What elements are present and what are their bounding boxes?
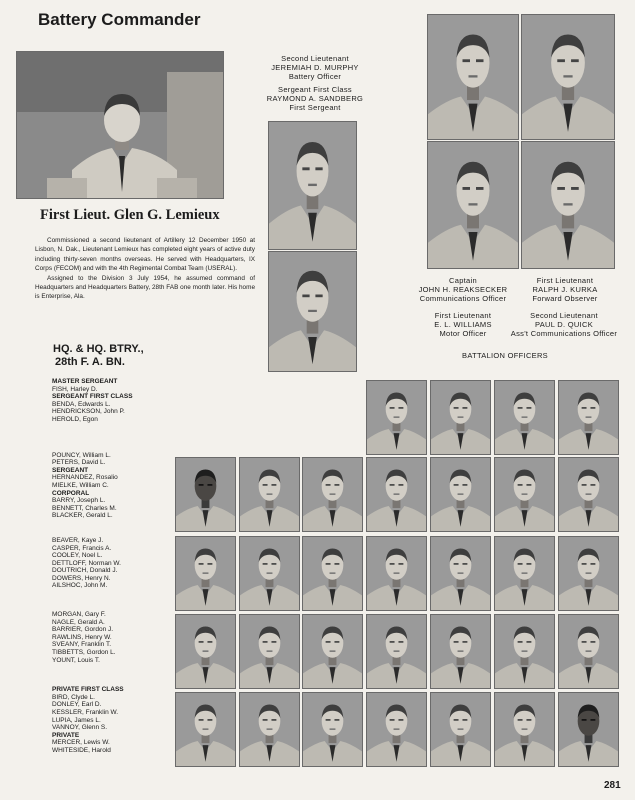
roster-name: HENDRICKSON, John P.: [52, 408, 125, 416]
officer-rank: Second Lieutenant: [530, 311, 598, 320]
roster-name: BENDA, Edwards L.: [52, 400, 111, 408]
staff-caption-2: [250, 85, 380, 112]
member-photo: [558, 614, 619, 689]
member-photo: [430, 536, 491, 611]
member-photo: [175, 457, 236, 532]
officer-caption-2: [505, 276, 625, 303]
member-photo: [302, 692, 363, 767]
officer-photo-reaksecker: [427, 14, 519, 140]
roster-name: BIRD, Clyde L.: [52, 693, 95, 701]
roster-header: CORPORAL: [52, 489, 90, 497]
roster-header: PRIVATE: [52, 731, 80, 739]
officer-role: Ass't Communications Officer: [510, 329, 618, 338]
officer-rank: First Lieutenant: [434, 311, 492, 320]
unit-line-1: HQ. & HQ. BTRY.,: [53, 343, 144, 355]
roster-name: DOWERS, Henry N.: [52, 574, 111, 582]
member-photo: [175, 692, 236, 767]
officer-photo-williams: [427, 141, 519, 269]
roster-name: HERNANDEZ, Rosalio: [52, 474, 118, 482]
page-title: Battery Commander: [38, 10, 201, 29]
member-photo: [239, 536, 300, 611]
member-photo: [239, 692, 300, 767]
member-photo: [239, 457, 300, 532]
member-photo: [302, 614, 363, 689]
staff-role: First Sergeant: [289, 103, 341, 112]
member-photo: [366, 692, 427, 767]
member-photo: [430, 380, 491, 455]
member-photo: [494, 536, 555, 611]
member-photo: [175, 536, 236, 611]
member-photo: [302, 457, 363, 532]
member-photo: [494, 380, 555, 455]
unit-line-2: 28th F. A. BN.: [55, 356, 125, 368]
roster-name: BARRIER, Gordon J.: [52, 626, 114, 634]
roster-name: TIBBETTS, Gordon L.: [52, 649, 116, 657]
commander-photo: [16, 51, 224, 199]
member-photo: [558, 380, 619, 455]
roster-name: CASPER, Francis A.: [52, 544, 112, 552]
member-photo: [558, 536, 619, 611]
roster-header: SERGEANT: [52, 466, 89, 474]
roster-name: POUNCY, William L.: [52, 451, 111, 459]
roster-name: BLACKER, Gerald L.: [52, 512, 113, 520]
member-photo: [239, 614, 300, 689]
roster-name: LUPIA, James L.: [52, 716, 101, 724]
member-photo: [430, 614, 491, 689]
roster-name: BENNETT, Charles M.: [52, 504, 117, 512]
officer-name: JOHN H. REAKSECKER: [418, 285, 508, 294]
officer-caption-4: [495, 311, 633, 338]
roster-name: MIELKE, William C.: [52, 481, 109, 489]
staff-photo-sandberg: [268, 251, 357, 372]
roster-name: BEAVER, Kaye J.: [52, 536, 104, 544]
member-photo: [558, 457, 619, 532]
roster-name: SVEANY, Franklin T.: [52, 641, 112, 649]
member-photo: [366, 536, 427, 611]
member-photo: [494, 692, 555, 767]
roster-name: DOUTRICH, Donald J.: [52, 567, 118, 575]
roster-name: DETTLOFF, Norman W.: [52, 559, 121, 567]
member-photo: [302, 536, 363, 611]
unit-heading: [53, 343, 144, 369]
roster-name: BARRY, Joseph L.: [52, 497, 106, 505]
member-photo: [430, 692, 491, 767]
member-photo: [175, 614, 236, 689]
roster: [52, 378, 170, 755]
roster-name: FISH, Harley D.: [52, 385, 98, 393]
staff-rank: Second Lieutenant: [281, 54, 349, 63]
roster-name: HEROLD, Egon: [52, 415, 98, 423]
member-photo: [430, 457, 491, 532]
officer-role: Motor Officer: [439, 329, 487, 338]
staff-name: RAYMOND A. SANDBERG: [266, 94, 364, 103]
roster-name: KESSLER, Franklin W.: [52, 709, 119, 716]
roster-name: AILSHOC, John M.: [52, 582, 108, 590]
commander-name: First Lieut. Glen G. Lemieux: [40, 207, 220, 223]
roster-name: RAWLINS, Henry W.: [52, 633, 112, 641]
member-photo: [494, 614, 555, 689]
page-number: 281: [604, 780, 621, 791]
staff-photo-murphy: [268, 121, 357, 250]
member-photo: [366, 457, 427, 532]
battalion-officers-label: BATTALION OFFICERS: [462, 351, 548, 360]
roster-name: MERCER, Lewis W.: [52, 739, 110, 747]
staff-name: JEREMIAH D. MURPHY: [271, 63, 359, 72]
officer-rank: First Lieutenant: [536, 276, 594, 285]
roster-name: PETERS, David L.: [52, 459, 106, 467]
officer-name: PAUL D. QUICK: [534, 320, 594, 329]
staff-rank: Sergeant First Class: [278, 85, 352, 94]
roster-name: WHITESIDE, Harold: [52, 746, 111, 754]
commander-bio-p1: Commissioned a second lieutenant of Artillery 12 December 1950 at Lisbon, N. Dak., Lieutenant Lemieux has completed eight years of active duty including thirty-seven months overseas. He served with Headquarters, IX Corps (FECOM) and with the 4th Regimental Combat Team (USERAL).: [35, 237, 255, 273]
roster-name: VANNOY, Glenn S.: [52, 724, 108, 732]
member-photo: [558, 692, 619, 767]
member-photo: [494, 457, 555, 532]
officer-role: Forward Observer: [532, 294, 598, 303]
officer-name: E. L. WILLIAMS: [434, 320, 492, 329]
staff-caption-1: [250, 54, 380, 81]
staff-role: Battery Officer: [288, 72, 342, 81]
roster-name: NAGLE, Gerald A.: [52, 618, 105, 626]
commander-bio: [35, 236, 255, 302]
roster-name: YOUNT, Louis T.: [52, 656, 100, 664]
commander-bio-p2: Assigned to the Division 3 July 1954, he assumed command of Headquarters and Headquarters Battery, 28th FAB one month later. His home is Enterprise, Ala.: [35, 274, 255, 301]
officer-photo-kurka: [521, 14, 615, 140]
member-photo: [366, 380, 427, 455]
roster-name: MORGAN, Gary F.: [52, 611, 106, 619]
officer-role: Communications Officer: [419, 294, 507, 303]
officer-name: RALPH J. KURKA: [532, 285, 598, 294]
roster-header: SERGEANT FIRST CLASS: [52, 393, 133, 401]
roster-header: PRIVATE FIRST CLASS: [52, 686, 124, 694]
roster-header: MASTER SERGEANT: [52, 378, 118, 385]
roster-name: COOLEY, Noel L.: [52, 552, 103, 560]
member-photo: [366, 614, 427, 689]
roster-name: DONLEY, Earl D.: [52, 701, 102, 709]
officer-rank: Captain: [449, 276, 477, 285]
officer-photo-quick: [521, 141, 615, 269]
